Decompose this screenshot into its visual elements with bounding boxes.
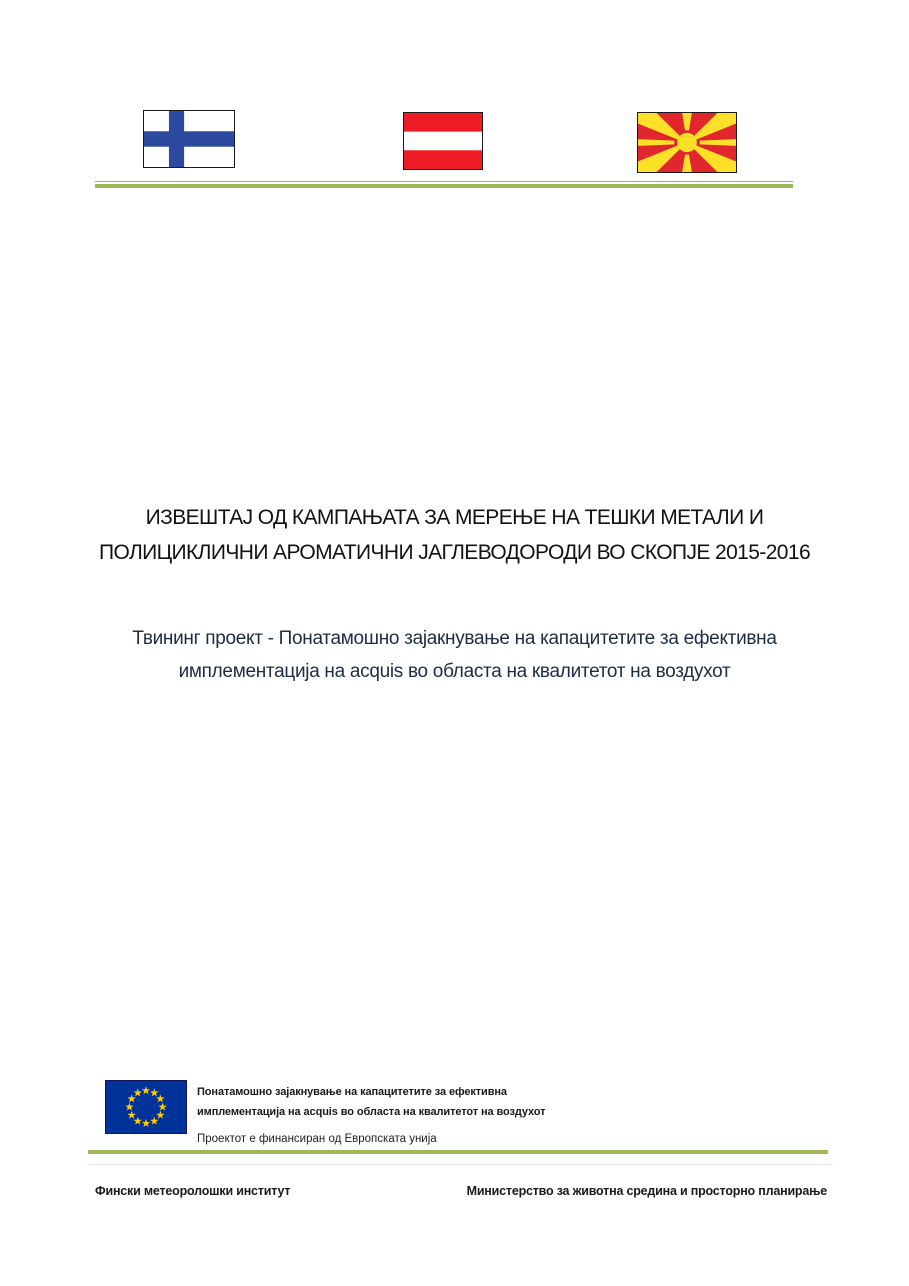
- title-line-2: ПОЛИЦИКЛИЧНИ АРОМАТИЧНИ ЈАГЛЕВОДОРОДИ ВО СКОПЈЕ 2015-2016: [98, 541, 811, 564]
- eu-funding-banner: [105, 1079, 825, 1145]
- austria-flag: [403, 112, 483, 170]
- subtitle-line-1: Твининг проект - Понатамошно зајакнување на капацитетите за ефективна: [132, 628, 777, 649]
- page-title: [0, 500, 909, 570]
- finland-flag: [143, 110, 235, 168]
- eu-project-name: [197, 1082, 817, 1122]
- north-macedonia-flag: [637, 112, 737, 173]
- footer-org-left: Фински метеоролошки институт: [95, 1184, 291, 1198]
- title-line-1: ИЗВЕШТАЈ ОД КАМПАЊАТА ЗА МЕРЕЊЕ НА ТЕШКИ МЕТАЛИ И: [145, 506, 764, 529]
- eu-banner-text: [197, 1082, 817, 1148]
- eu-project-line-2: имплементација на acquis во областа на квалитетот на воздухот: [197, 1106, 546, 1118]
- footer-hairline: [88, 1164, 833, 1165]
- header-divider: [95, 181, 793, 188]
- footer-divider: [88, 1150, 828, 1154]
- eu-project-line-1: Понатамошно зајакнување на капацитетите за ефективна: [197, 1086, 507, 1098]
- footer: [0, 1184, 909, 1208]
- subtitle-line-2: имплементација на acquis во областа на квалитетот на воздухот: [178, 661, 731, 682]
- eu-flag: [105, 1080, 187, 1134]
- footer-org-right: Министерство за животна средина и просторно планирање: [466, 1184, 827, 1198]
- eu-funding-statement: Проектот е финансиран од Европската унија: [197, 1133, 437, 1145]
- page-subtitle: [0, 622, 909, 688]
